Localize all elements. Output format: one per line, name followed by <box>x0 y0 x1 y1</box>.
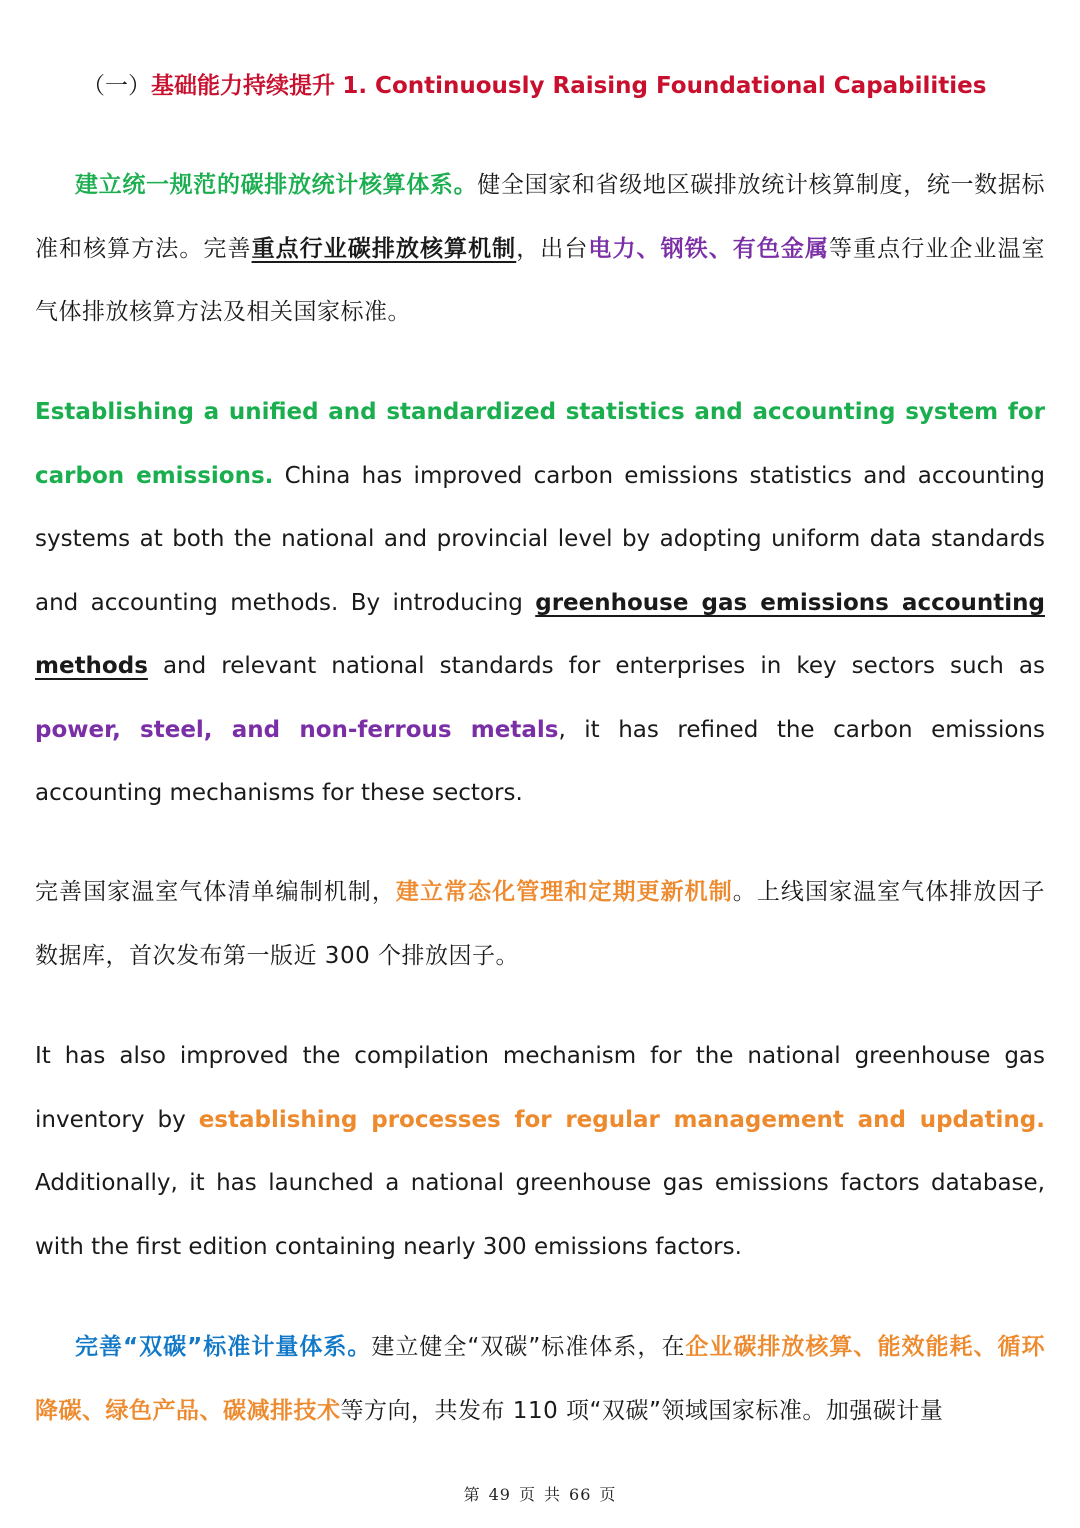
footer-label-di: 第 <box>463 1485 481 1504</box>
footer-page-number: 49 <box>488 1485 511 1504</box>
heading-prefix: （一） <box>82 73 151 99</box>
para2-zh-text-b: 。上线国家温室气体排放因子数据库，首次发布第一版近 300 个排放因子。 <box>35 879 1046 969</box>
para1-en-underlined: greenhouse gas emissions accounting methods <box>35 589 1045 679</box>
para3-zh-highlight: 企业碳排放核算、能效能耗、循环降碳、绿色产品、碳减排技术 <box>35 1334 1046 1424</box>
para1-zh-lead: 建立统一规范的碳排放统计核算体系。 <box>75 172 478 198</box>
heading-title-zh: 基础能力持续提升 <box>151 73 335 99</box>
para1-zh-text-b: ，出台 <box>516 235 589 262</box>
para3-zh-lead: 完善“双碳”标准计量体系。 <box>75 1334 372 1360</box>
page-footer <box>0 1482 1080 1505</box>
para1-en-lead: Establishing a unified and standardized statistics and accounting system for carbon emissions. <box>35 399 1045 489</box>
section-heading <box>82 66 1062 106</box>
para1-zh-text-c: 等重点行业企业温室气体排放核算方法及相关国家标准。 <box>35 235 1046 325</box>
paragraph-2-en <box>35 1025 1045 1279</box>
para1-en-text-a: China has improved carbon emissions statistics and accounting systems at both the national and provincial level by adopting uniform data standards and accounting methods. By introducing <box>35 462 1045 616</box>
para1-zh-sectors: 电力、钢铁、有色金属 <box>588 235 830 262</box>
paragraph-1-zh <box>35 154 1045 345</box>
para1-zh-underlined: 重点行业碳排放核算机制 <box>251 235 517 262</box>
heading-title-en: 1. Continuously Raising Foundational Capabilities <box>342 73 987 99</box>
paragraph-2-zh <box>35 861 1045 988</box>
footer-total-pages: 66 <box>569 1485 592 1504</box>
para2-zh-text-a: 完善国家温室气体清单编制机制， <box>35 879 396 905</box>
para3-zh-text-a: 建立健全“双碳”标准体系，在 <box>371 1334 686 1360</box>
para1-en-sectors: power, steel, and non-ferrous metals <box>35 716 559 743</box>
para3-zh-text-b: 等方向，共发布 110 项“双碳”领域国家标准。加强碳计量 <box>340 1397 944 1424</box>
paragraph-1-en <box>35 381 1045 826</box>
footer-label-ye2: 页 <box>599 1485 617 1504</box>
para1-zh-text-a: 健全国家和省级地区碳排放统计核算制度，统一数据标准和核算方法。完善 <box>35 172 1046 262</box>
footer-label-gong: 共 <box>544 1485 562 1504</box>
para1-en-text-b: and relevant national standards for enterprises in key sectors such as <box>147 653 1045 679</box>
paragraph-3-zh <box>35 1316 1045 1443</box>
para2-en-highlight: establishing processes for regular management and updating. <box>198 1106 1045 1133</box>
para2-en-text-b: Additionally, it has launched a national greenhouse gas emissions factors database, with the first edition containing nearly 300 emissions factors. <box>35 1170 1045 1260</box>
para2-en-text-a: It has also improved the compilation mechanism for the national greenhouse gas inventory by <box>35 1043 1045 1133</box>
footer-label-ye: 页 <box>518 1485 536 1504</box>
para1-en-text-c: , it has refined the carbon emissions accounting mechanisms for these sectors. <box>35 716 1045 806</box>
para2-zh-highlight: 建立常态化管理和定期更新机制 <box>395 879 733 905</box>
